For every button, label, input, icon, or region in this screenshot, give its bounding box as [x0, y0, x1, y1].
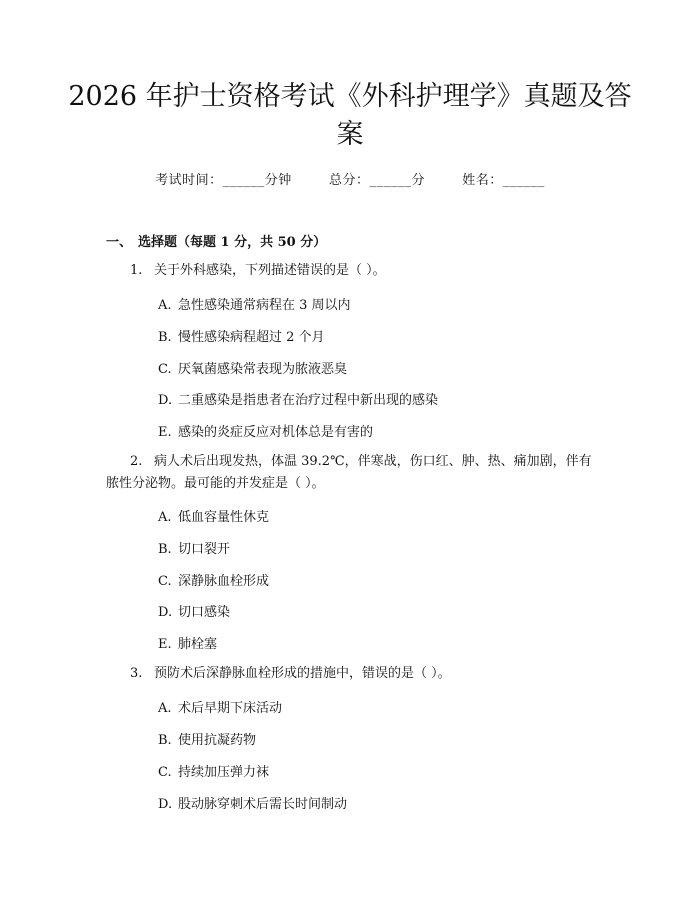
option-letter: C. [158, 765, 172, 780]
option-letter: E. [158, 425, 172, 440]
option-letter: A. [158, 510, 172, 525]
option-text: 切口感染 [178, 605, 231, 620]
option-text: 慢性感染病程超过 2 个月 [178, 330, 325, 345]
question-1-option-d [158, 389, 438, 408]
name-label: 姓名： [462, 173, 503, 188]
question-text: 病人术后出现发热，体温 39.2℃，伴寒战，伤口红、肿、热、痛加剧，伴有脓性分泌物。最可能的并发症是（ ）。 [106, 454, 592, 491]
option-text: 深静脉血栓形成 [178, 574, 270, 589]
question-3-option-c [158, 761, 269, 780]
time-blank: ______ [222, 173, 265, 188]
question-3-option-b [158, 729, 256, 748]
option-letter: E. [158, 637, 172, 652]
exam-title: 2026 年护士资格考试《外科护理学》真题及答案 [68, 81, 632, 150]
time-label: 考试时间： [155, 173, 223, 188]
option-text: 二重感染是指患者在治疗过程中新出现的感染 [178, 393, 439, 408]
question-1-option-c [158, 358, 347, 377]
option-text: 股动脉穿刺术后需长时间制动 [178, 797, 348, 812]
option-letter: A. [158, 701, 172, 716]
question-3-option-d [158, 793, 347, 812]
option-letter: B. [158, 330, 172, 345]
question-2-option-c [158, 570, 269, 589]
question-text: 关于外科感染，下列描述错误的是（ ）。 [154, 263, 386, 278]
question-number: 1. [130, 263, 143, 278]
question-2-option-a [158, 506, 269, 525]
question-2-option-e [158, 633, 217, 652]
option-letter: C. [158, 574, 172, 589]
option-letter: D. [158, 797, 173, 812]
option-text: 厌氧菌感染常表现为脓液恶臭 [178, 362, 348, 377]
question-1 [106, 260, 600, 282]
question-1-option-a [158, 294, 351, 313]
score-unit: 分 [411, 173, 426, 188]
option-text: 低血容量性休克 [178, 510, 270, 525]
option-letter: B. [158, 733, 172, 748]
option-text: 急性感染通常病程在 3 周以内 [178, 298, 351, 313]
question-2-option-d [158, 601, 230, 620]
option-text: 术后早期下床活动 [178, 701, 283, 716]
option-text: 切口裂开 [178, 542, 231, 557]
option-text: 肺栓塞 [178, 637, 218, 652]
option-text: 使用抗凝药物 [178, 733, 257, 748]
section-title: 选择题（每题 1 分，共 50 分） [138, 235, 327, 250]
question-number: 3. [130, 666, 143, 681]
question-number: 2. [130, 454, 143, 469]
option-letter: D. [158, 393, 173, 408]
name-blank: ______ [502, 173, 545, 188]
question-3-option-a [158, 697, 282, 716]
question-2 [106, 451, 600, 495]
option-letter: A. [158, 298, 172, 313]
question-2-option-b [158, 538, 230, 557]
exam-meta [0, 169, 700, 188]
section-heading [106, 231, 326, 250]
option-text: 感染的炎症反应对机体总是有害的 [178, 425, 374, 440]
score-blank: ______ [369, 173, 412, 188]
section-number: 一、 [106, 235, 133, 250]
question-text: 预防术后深静脉血栓形成的措施中，错误的是（ ）。 [154, 666, 451, 681]
question-1-option-b [158, 326, 325, 345]
option-letter: D. [158, 605, 173, 620]
time-unit: 分钟 [264, 173, 292, 188]
option-letter: B. [158, 542, 172, 557]
question-1-option-e [158, 421, 373, 440]
score-label: 总分： [328, 173, 370, 188]
option-text: 持续加压弹力袜 [178, 765, 270, 780]
option-letter: C. [158, 362, 172, 377]
question-3 [106, 663, 600, 685]
